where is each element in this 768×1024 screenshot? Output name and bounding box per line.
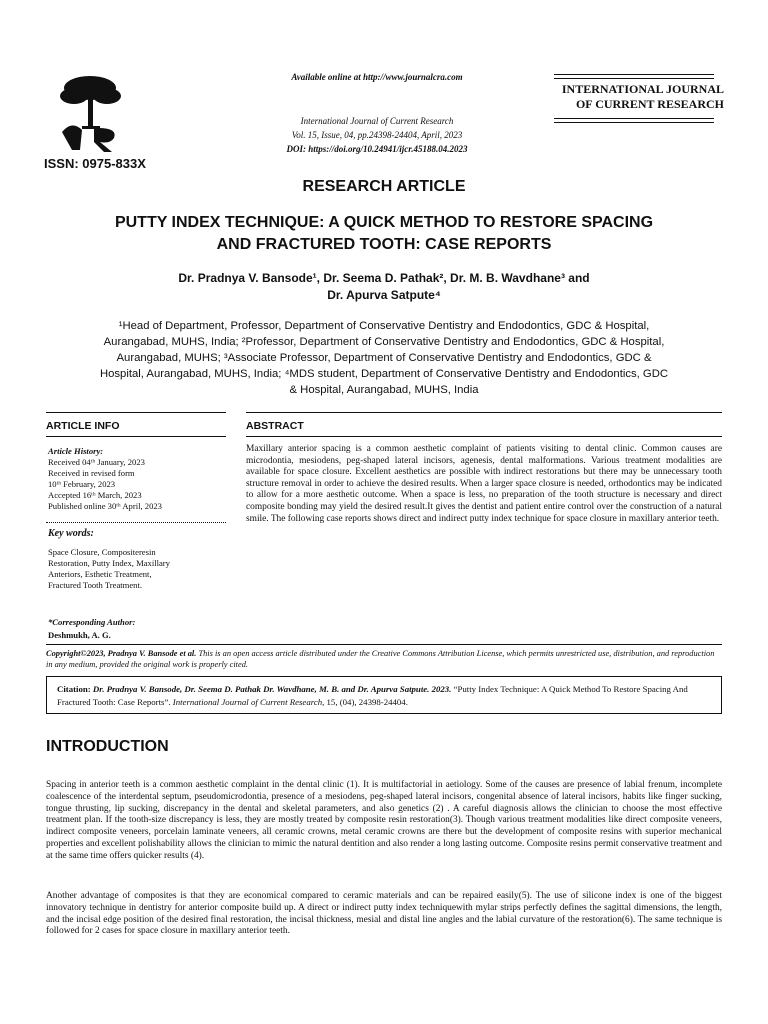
history-item: Received 04ᵗʰ January, 2023: [48, 457, 145, 467]
affiliation-line: Aurangabad, MUHS; ³Associate Professor, Department of Conservative Dentistry and Endodontics, GDC &: [116, 352, 652, 364]
page-title: [40, 212, 728, 256]
history-item: Published online 30ᵗʰ April, 2023: [48, 501, 162, 511]
affiliation-line: Hospital, Aurangabad, MUHS, India; ⁴MDS student, Department of Conservative Dentistry and Endodontics, GDC: [99, 368, 669, 380]
history-item: Received in revised form: [48, 468, 135, 478]
copyright-rule: [46, 644, 722, 645]
keyword-line: Anteriors, Esthetic Treatment,: [48, 569, 152, 579]
journal-name-line-1: INTERNATIONAL JOURNAL: [561, 82, 724, 96]
issn: ISSN: 0975-833X: [44, 156, 146, 171]
available-online[interactable]: Available online at http://www.journalcra.com: [291, 72, 463, 82]
citation-label: Citation:: [57, 684, 91, 694]
journal-name-rule-top2: [554, 78, 714, 79]
keywords-label: Key words:: [48, 528, 94, 539]
journal-name-rule-bottom: [554, 118, 714, 119]
article-info-heading: ARTICLE INFO: [46, 420, 120, 432]
affiliations: [40, 318, 728, 398]
affiliation-line: Aurangabad, MUHS, India; ²Professor, Department of Conservative Dentistry and Endodontics, GDC & Hospital,: [103, 336, 665, 348]
doi[interactable]: DOI: https://doi.org/10.24941/ijcr.45188.04.2023: [286, 144, 468, 154]
introduction-heading: INTRODUCTION: [46, 738, 169, 755]
authors-line-2: Dr. Apurva Satpute⁴: [327, 288, 441, 302]
history-label: Article History:: [48, 446, 104, 456]
copyright-lead: Copyright©2023, Pradnya V. Bansode et al.: [46, 649, 197, 658]
copyright-text: This is an open access article distributed under the Creative Commons Attribution License, which permits unrestricted use, distribution, and reproduction in any medium, provided the original work is properly cited.: [46, 649, 715, 669]
affiliation-line: ¹Head of Department, Professor, Department of Conservative Dentistry and Endodontics, GDC & Hospital,: [118, 320, 650, 332]
journal-name: [552, 82, 724, 112]
journal-name-rule-top: [554, 74, 714, 75]
authors-line-1: Dr. Pradnya V. Bansode¹, Dr. Seema D. Pathak², Dr. M. B. Wavdhane³ and: [178, 271, 590, 285]
history-item: Accepted 16ᵗʰ March, 2023: [48, 490, 142, 500]
history-item: 10ᵗʰ February, 2023: [48, 479, 116, 489]
keyword-line: Restoration, Putty Index, Maxillary: [48, 558, 170, 568]
abstract-rule-top: [246, 412, 722, 413]
citation-journal: International Journal of Current Research,: [170, 697, 325, 707]
corr-label: *Corresponding Author:: [48, 617, 136, 627]
journal-info: [262, 114, 492, 156]
intro-paragraph-2: Another advantage of composites is that they are economical compared to ceramic materials and can be repaired easily(5). The use of silicone index is one of the biggest innovatory technique in dentistry for anterior composite build up. A direct or indirect putty index techniquewith mylar strips perfectly defines the sagittal dimensions, the length, and the incisal edge position of the desired final restoration, the incisal thickness, mesial and distal line angles and the labial curvature of the restoration(6). The same technique is followed for 2 cases for space closure in maxillary anterior teeth.: [46, 891, 722, 937]
citation-title: “Putty Index Technique: A Quick Method To Restore Spacing And Fractured Tooth: Case Reports”.: [57, 684, 688, 707]
citation-box: [46, 676, 722, 714]
corr-name: Deshmukh, A. G.: [48, 630, 111, 640]
keyword-line: Fractured Tooth Treatment.: [48, 580, 142, 590]
citation-ref: 15, (04), 24398-24404.: [324, 697, 408, 707]
title-line-2: AND FRACTURED TOOTH: CASE REPORTS: [216, 236, 552, 253]
journal-name-line-2: OF CURRENT RESEARCH: [575, 97, 724, 111]
intro-paragraph-1: Spacing in anterior teeth is a common aesthetic complaint in the dental clinic (1). It is multifactorial in aetiology. Some of the causes are presence of labial frenum, incomplete coalescence of the interdental septum, pseudomicrodontia, presence of a mesiodens, peg-shaped lateral incisors, congenital absence of lateral incisors, habits like finger sucking, tongue thrusting, lip sucking, discrepancy in the dental and skeletal parameters, and also genetics (2) . A careful diagnosis allows the clinician to choose the most effective treatment plan. If the tooth-size discrepancy is less, they are mostly treated by composite resin restoration(3). Though various treatment modalities like direct composite veneers, indirect composite veneers, porcelain laminate veneers, all ceramic crowns, metal ceramic crowns are there but the development of composite resins with superior mechanical properties and excellent polishability allows the clinician to mimic the natural dentition and also render a long lasting outcome. Composite resins permit conservative treatment and at the same time offers quicker results (4).: [46, 780, 722, 861]
journal-logo-icon: [52, 72, 130, 154]
abstract-text: Maxillary anterior spacing is a common aesthetic complaint of patients visiting to dental clinic. Common causes are microdontia, mesiodens, peg-shaped lateral incisors, agenesis, dental malformations. Various treatment modalities are available for space closure. Excellent aesthetics are possible with indirect restorations but there may be unnecessary tooth structure removal in order to achieve the desired results. When a larger space closure is needed, orthodontics may be indicated to allow for a more aesthetic outcome. When a space is less, no preparation of the tooth structure is necessary and direct composite bonding may yield the desired result.It gives the dentist and patient entire control over the construction of a natural smile. The following case reports shows direct and indirect putty index technique for space closure in maxillary anterior teeth.: [246, 444, 722, 524]
info-rule-mid: [46, 436, 226, 437]
citation-authors: Dr. Pradnya V. Bansode, Dr. Seema D. Pathak Dr. Wavdhane, M. B. and Dr. Apurva Satpute. 2023.: [90, 684, 452, 694]
info-rule-top: [46, 412, 226, 413]
keyword-line: Space Closure, Compositeresin: [48, 547, 156, 557]
copyright: [46, 648, 722, 670]
info-rule-keywords: [46, 522, 226, 523]
volume-info: Vol. 15, Issue, 04, pp.24398-24404, April, 2023: [291, 130, 463, 140]
journal-name-rule-bottom2: [554, 122, 714, 123]
authors: [80, 270, 688, 304]
keywords: [48, 528, 226, 591]
abstract-rule-mid: [246, 436, 722, 437]
journal-italic-name: International Journal of Current Research: [300, 116, 454, 126]
article-type: RESEARCH ARTICLE: [302, 178, 466, 195]
affiliation-line: & Hospital, Aurangabad, MUHS, India: [289, 384, 479, 396]
abstract-heading: ABSTRACT: [246, 420, 304, 432]
article-history: [48, 446, 226, 512]
corresponding-author: [48, 617, 226, 641]
title-line-1: PUTTY INDEX TECHNIQUE: A QUICK METHOD TO RESTORE SPACING: [114, 214, 654, 231]
